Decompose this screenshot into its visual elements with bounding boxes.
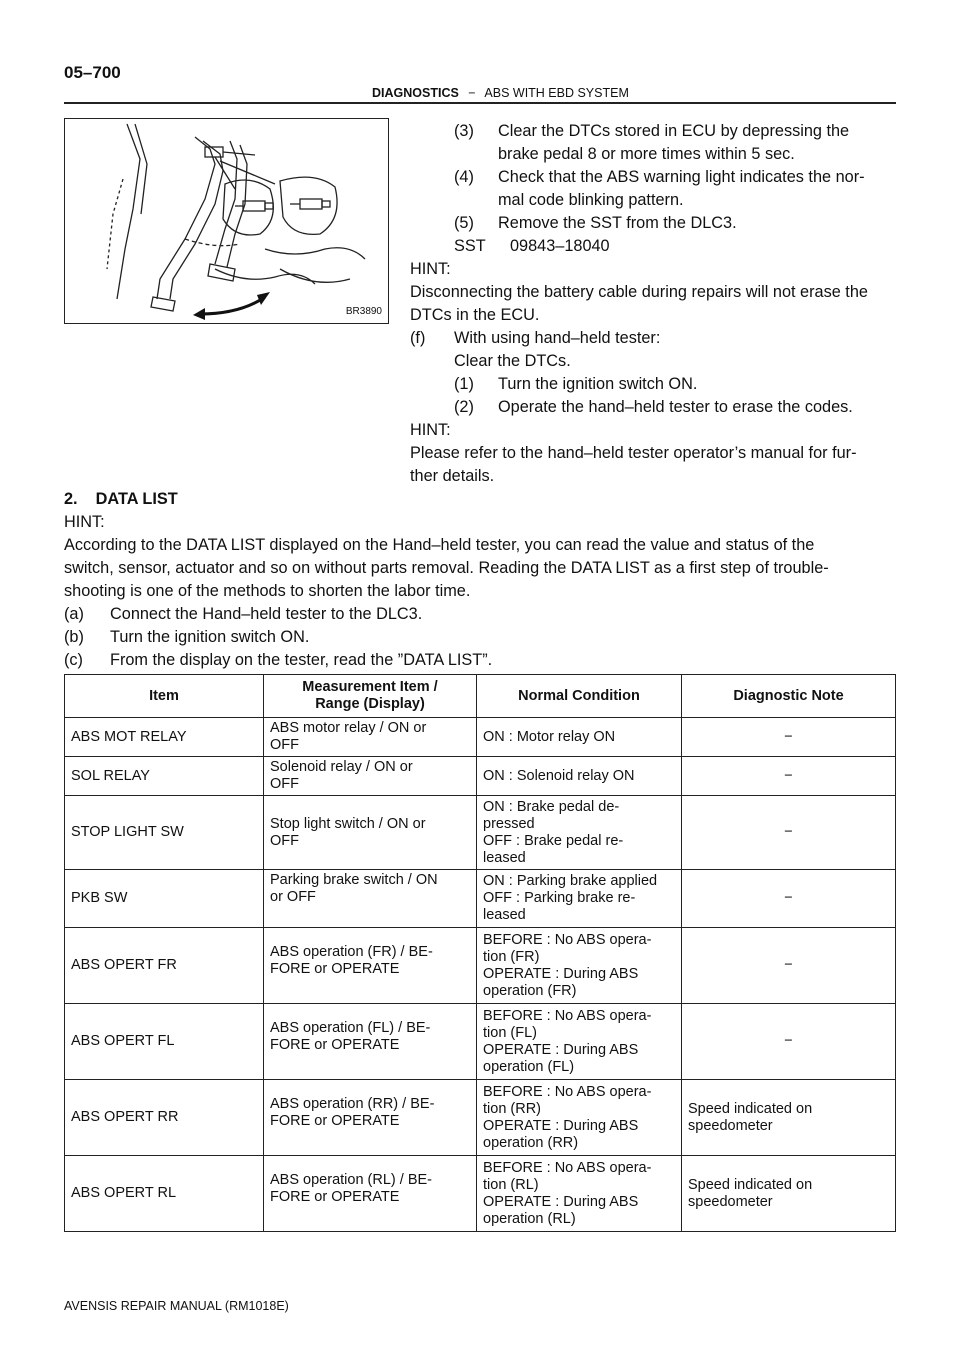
step-f1-num: (1): [454, 375, 474, 393]
cell-line: BEFORE : No ABS opera-: [483, 1159, 652, 1176]
header-rule: [64, 102, 896, 104]
pedal-drawing: [65, 119, 387, 322]
cell-line: ABS operation (RR) / BE-: [270, 1096, 435, 1112]
data-list-table: [64, 674, 896, 1232]
cell-line: ON : Motor relay ON: [483, 728, 616, 745]
step-f-line2: Clear the DTCs.: [454, 352, 571, 370]
step-c-text: From the display on the tester, read the ”DATA LIST”.: [110, 651, 493, 669]
step-5-num: (5): [454, 214, 474, 232]
hint1-line2: DTCs in the ECU.: [410, 306, 540, 324]
step-f2-text: Operate the hand–held tester to erase the codes.: [498, 398, 853, 416]
cell-line: Stop light switch / ON or: [270, 815, 426, 832]
hint2-label: HINT:: [410, 421, 451, 439]
cell-note: −: [682, 928, 896, 1004]
cell-normal: [477, 1156, 682, 1232]
step-5-line1: Remove the SST from the DLC3.: [498, 214, 737, 232]
cell-line: tion (RR): [483, 1100, 542, 1117]
cell-item: PKB SW: [65, 870, 264, 928]
table-row: [65, 1080, 896, 1156]
step-f-line1: With using hand–held tester:: [454, 329, 661, 347]
cell-note: −: [682, 757, 896, 796]
section-2-title: 2. DATA LIST: [64, 490, 178, 508]
step-3-line2: brake pedal 8 or more times within 5 sec.: [498, 145, 795, 163]
cell-line: BEFORE : No ABS opera-: [483, 1007, 652, 1024]
cell-line: tion (RL): [483, 1176, 539, 1193]
col-header-measurement-line2: Range (Display): [315, 696, 425, 712]
cell-line: OFF : Parking brake re-: [483, 890, 636, 906]
cell-line: operation (FR): [483, 982, 577, 999]
cell-line: operation (RL): [483, 1210, 576, 1227]
cell-line: Solenoid relay / ON or: [270, 759, 413, 775]
cell-line: or OFF: [270, 889, 316, 905]
step-c-num: (c): [64, 651, 83, 669]
cell-line: OFF: [270, 737, 299, 753]
cell-line: OPERATE : During ABS: [483, 1041, 639, 1058]
cell-line: Speed indicated on: [688, 1100, 813, 1117]
cell-normal: [477, 718, 682, 757]
cell-line: leased: [483, 907, 526, 923]
cell-note: −: [682, 796, 896, 870]
section-name: DIAGNOSTICS: [372, 86, 459, 100]
cell-line: FORE or OPERATE: [270, 1037, 400, 1053]
cell-measurement: [264, 1156, 477, 1232]
section-2-para2: switch, sensor, actuator and so on without parts removal. Reading the DATA LIST as a first step of trouble-: [64, 559, 829, 577]
cell-normal: [477, 928, 682, 1004]
cell-line: ABS operation (RL) / BE-: [270, 1172, 432, 1188]
hint1-label: HINT:: [410, 260, 451, 278]
cell-line: leased: [483, 849, 526, 866]
step-b-num: (b): [64, 628, 84, 646]
table-row: [65, 757, 896, 796]
cell-item: STOP LIGHT SW: [65, 796, 264, 870]
section-2-hint: HINT:: [64, 513, 105, 531]
cell-line: ON : Brake pedal de-: [483, 798, 620, 815]
cell-measurement: [264, 757, 477, 796]
footer-text: AVENSIS REPAIR MANUAL (RM1018E): [64, 1299, 289, 1313]
cell-item: SOL RELAY: [65, 757, 264, 796]
cell-line: ABS operation (FL) / BE-: [270, 1020, 431, 1036]
cell-line: FORE or OPERATE: [270, 961, 400, 977]
cell-item: ABS MOT RELAY: [65, 718, 264, 757]
table-row: [65, 1004, 896, 1080]
step-a-num: (a): [64, 605, 84, 623]
cell-line: Speed indicated on: [688, 1176, 813, 1193]
cell-line: OFF: [270, 776, 299, 792]
step-4-line2: mal code blinking pattern.: [498, 191, 684, 209]
section-2-para1: According to the DATA LIST displayed on the Hand–held tester, you can read the value and status of the: [64, 536, 815, 554]
cell-line: tion (FR): [483, 948, 540, 965]
step-f1-text: Turn the ignition switch ON.: [498, 375, 698, 393]
cell-line: BEFORE : No ABS opera-: [483, 931, 652, 948]
cell-line: Parking brake switch / ON: [270, 872, 438, 888]
cell-line: speedometer: [688, 1117, 773, 1134]
cell-line: ON : Parking brake applied: [483, 873, 658, 889]
col-header-note: Diagnostic Note: [682, 675, 896, 718]
cell-note: −: [682, 1004, 896, 1080]
section-2-para3: shooting is one of the methods to shorten the labor time.: [64, 582, 471, 600]
cell-line: OPERATE : During ABS: [483, 965, 639, 982]
cell-measurement: [264, 796, 477, 870]
cell-normal: [477, 870, 682, 928]
sst-label: SST: [454, 237, 486, 255]
cell-line: operation (RR): [483, 1134, 579, 1151]
cell-line: OPERATE : During ABS: [483, 1117, 639, 1134]
figure-label: BR3890: [345, 306, 382, 317]
cell-normal: [477, 1004, 682, 1080]
hint2-line2: ther details.: [410, 467, 495, 485]
cell-note: −: [682, 870, 896, 928]
step-3-num: (3): [454, 122, 474, 140]
step-3-line1: Clear the DTCs stored in ECU by depressing the: [498, 122, 850, 140]
col-header-item: Item: [65, 675, 264, 718]
table-row: [65, 718, 896, 757]
step-f2-num: (2): [454, 398, 474, 416]
cell-note: [682, 1080, 896, 1156]
cell-normal: [477, 757, 682, 796]
col-header-measurement-line1: Measurement Item /: [302, 679, 438, 695]
cell-measurement: [264, 1080, 477, 1156]
cell-line: tion (FL): [483, 1024, 537, 1041]
cell-line: ABS motor relay / ON or: [270, 720, 427, 736]
step-f-num: (f): [410, 329, 426, 347]
cell-normal: [477, 1080, 682, 1156]
cell-item: ABS OPERT RL: [65, 1156, 264, 1232]
cell-measurement: [264, 1004, 477, 1080]
cell-note: [682, 1156, 896, 1232]
step-b-text: Turn the ignition switch ON.: [110, 628, 310, 646]
cell-line: speedometer: [688, 1193, 773, 1210]
col-header-normal: Normal Condition: [477, 675, 682, 718]
table-row: [65, 928, 896, 1004]
cell-line: ABS operation (FR) / BE-: [270, 944, 433, 960]
cell-line: pressed: [483, 815, 535, 832]
col-header-measurement: [264, 675, 477, 718]
cell-measurement: [264, 718, 477, 757]
cell-line: ON : Solenoid relay ON: [483, 767, 635, 784]
cell-line: OPERATE : During ABS: [483, 1193, 639, 1210]
header-title: [372, 86, 629, 100]
table-row: [65, 1156, 896, 1232]
subsection-name: ABS WITH EBD SYSTEM: [484, 86, 629, 100]
cell-note: −: [682, 718, 896, 757]
cell-item: ABS OPERT RR: [65, 1080, 264, 1156]
sst-number: 09843–18040: [510, 237, 610, 255]
step-a-text: Connect the Hand–held tester to the DLC3.: [110, 605, 423, 623]
cell-measurement: [264, 928, 477, 1004]
hint1-line1: Disconnecting the battery cable during repairs will not erase the: [410, 283, 868, 301]
cell-line: OFF : Brake pedal re-: [483, 832, 624, 849]
cell-line: BEFORE : No ABS opera-: [483, 1083, 652, 1100]
cell-item: ABS OPERT FL: [65, 1004, 264, 1080]
page-number: 05–700: [64, 63, 121, 82]
header-dash: −: [468, 86, 476, 100]
cell-measurement: [264, 870, 477, 928]
step-4-line1: Check that the ABS warning light indicates the nor-: [498, 168, 865, 186]
cell-item: ABS OPERT FR: [65, 928, 264, 1004]
cell-line: OFF: [270, 832, 299, 849]
table-row: [65, 870, 896, 928]
cell-normal: [477, 796, 682, 870]
brake-pedal-illustration: [64, 118, 389, 324]
cell-line: operation (FL): [483, 1058, 575, 1075]
cell-line: FORE or OPERATE: [270, 1113, 400, 1129]
hint2-line1: Please refer to the hand–held tester operator’s manual for fur-: [410, 444, 857, 462]
table-row: [65, 796, 896, 870]
step-4-num: (4): [454, 168, 474, 186]
cell-line: FORE or OPERATE: [270, 1189, 400, 1205]
table-header-row: [65, 675, 896, 718]
